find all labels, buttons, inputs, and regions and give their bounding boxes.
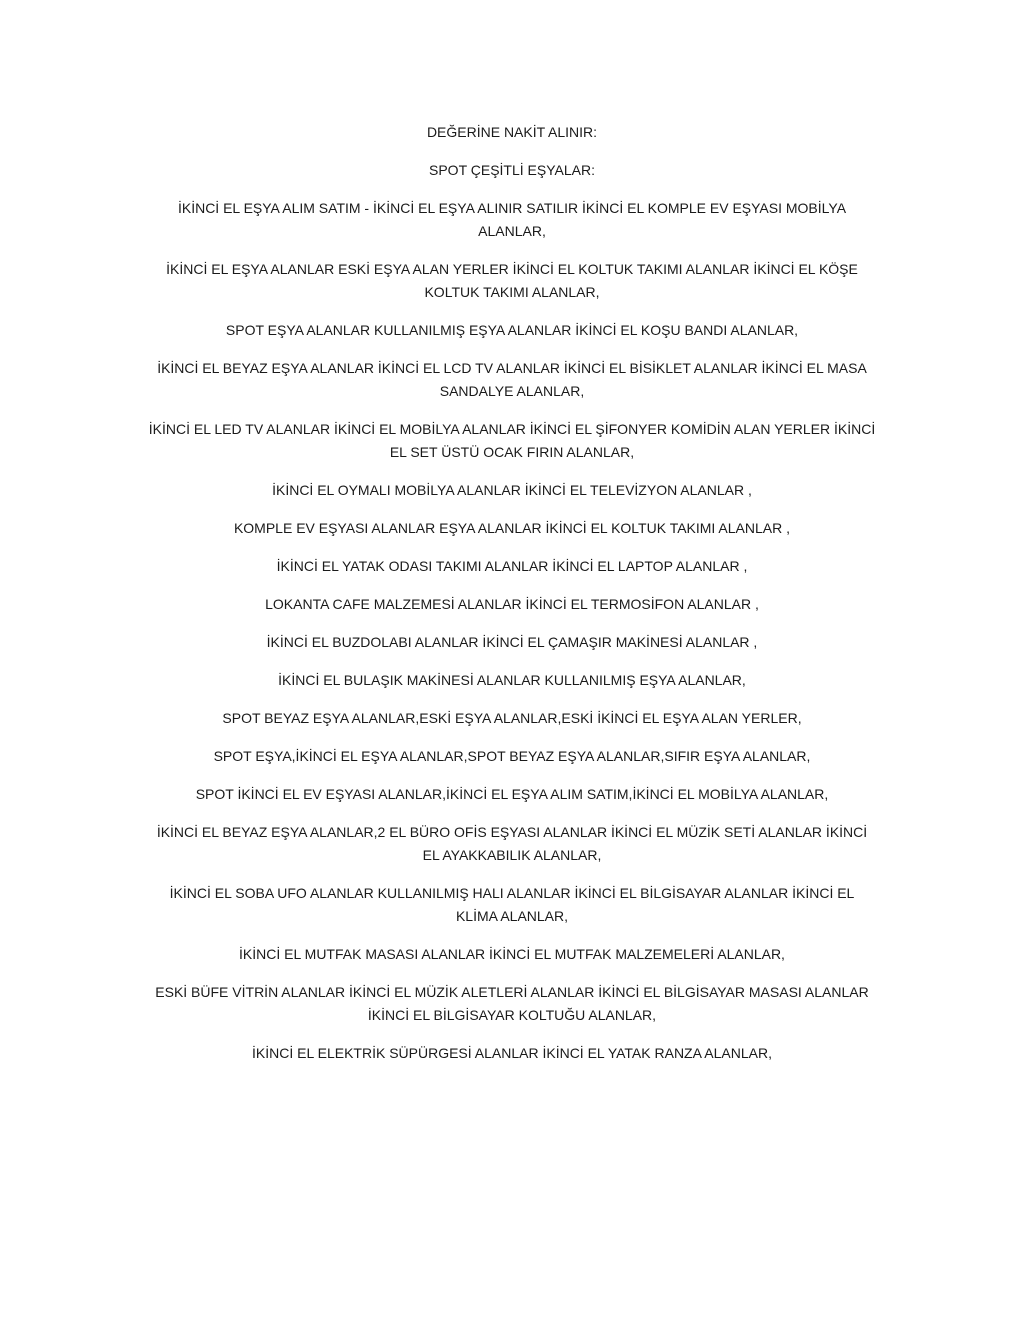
paragraph: KOMPLE EV EŞYASI ALANLAR EŞYA ALANLAR İKİNCİ EL KOLTUK TAKIMI ALANLAR ,: [233, 520, 791, 536]
heading-spot-items: SPOT ÇEŞİTLİ EŞYALAR:: [429, 162, 595, 178]
paragraph: İKİNCİ EL BULAŞIK MAKİNESİ ALANLAR KULLANILMIŞ EŞYA ALANLAR,: [278, 672, 746, 688]
paragraph: İKİNCİ EL BEYAZ EŞYA ALANLAR,2 EL BÜRO OFİS EŞYASI ALANLAR İKİNCİ EL MÜZİK SETİ ALANLAR İKİNCİ EL AYAKKABILIK ALANLAR,: [156, 824, 868, 863]
paragraph: SPOT BEYAZ EŞYA ALANLAR,ESKİ EŞYA ALANLAR,ESKİ İKİNCİ EL EŞYA ALAN YERLER,: [222, 710, 802, 726]
paragraph: İKİNCİ EL LED TV ALANLAR İKİNCİ EL MOBİLYA ALANLAR İKİNCİ EL ŞİFONYER KOMİDİN ALAN YERLER İKİNCİ EL SET ÜSTÜ OCAK FIRIN ALANLAR,: [148, 421, 876, 460]
paragraph: LOKANTA CAFE MALZEMESİ ALANLAR İKİNCİ EL TERMOSİFON ALANLAR ,: [265, 596, 759, 612]
paragraph: İKİNCİ EL ELEKTRİK SÜPÜRGESİ ALANLAR İKİNCİ EL YATAK RANZA ALANLAR,: [252, 1045, 772, 1061]
paragraph: İKİNCİ EL YATAK ODASI TAKIMI ALANLAR İKİNCİ EL LAPTOP ALANLAR ,: [276, 558, 748, 574]
paragraph: İKİNCİ EL EŞYA ALIM SATIM - İKİNCİ EL EŞYA ALINIR SATILIR İKİNCİ EL KOMPLE EV EŞYASI MOBİLYA ALANLAR,: [177, 200, 847, 239]
paragraph: İKİNCİ EL BEYAZ EŞYA ALANLAR İKİNCİ EL LCD TV ALANLAR İKİNCİ EL BİSİKLET ALANLAR İKİNCİ EL MASA SANDALYE ALANLAR,: [157, 360, 867, 399]
paragraph: SPOT EŞYA ALANLAR KULLANILMIŞ EŞYA ALANLAR İKİNCİ EL KOŞU BANDI ALANLAR,: [225, 322, 799, 338]
paragraph: ESKİ BÜFE VİTRİN ALANLAR İKİNCİ EL MÜZİK ALETLERİ ALANLAR İKİNCİ EL BİLGİSAYAR MASASI ALANLAR İKİNCİ EL BİLGİSAYAR KOLTUĞU ALANLAR,: [155, 984, 869, 1023]
document-body: [148, 121, 876, 1080]
paragraph: İKİNCİ EL MUTFAK MASASI ALANLAR İKİNCİ EL MUTFAK MALZEMELERİ ALANLAR,: [239, 946, 785, 962]
paragraph: İKİNCİ EL EŞYA ALANLAR ESKİ EŞYA ALAN YERLER İKİNCİ EL KOLTUK TAKIMI ALANLAR İKİNCİ EL KÖŞE KOLTUK TAKIMI ALANLAR,: [166, 261, 858, 300]
paragraph: İKİNCİ EL OYMALI MOBİLYA ALANLAR İKİNCİ EL TELEVİZYON ALANLAR ,: [272, 482, 752, 498]
paragraph: SPOT EŞYA,İKİNCİ EL EŞYA ALANLAR,SPOT BEYAZ EŞYA ALANLAR,SIFIR EŞYA ALANLAR,: [213, 748, 811, 764]
heading-cash-offer: DEĞERİNE NAKİT ALINIR:: [426, 124, 598, 140]
paragraph: İKİNCİ EL SOBA UFO ALANLAR KULLANILMIŞ HALI ALANLAR İKİNCİ EL BİLGİSAYAR ALANLAR İKİNCİ EL KLİMA ALANLAR,: [169, 885, 855, 924]
paragraph: İKİNCİ EL BUZDOLABI ALANLAR İKİNCİ EL ÇAMAŞIR MAKİNESİ ALANLAR ,: [266, 634, 758, 650]
paragraph: SPOT İKİNCİ EL EV EŞYASI ALANLAR,İKİNCİ EL EŞYA ALIM SATIM,İKİNCİ EL MOBİLYA ALANLAR,: [195, 786, 829, 802]
